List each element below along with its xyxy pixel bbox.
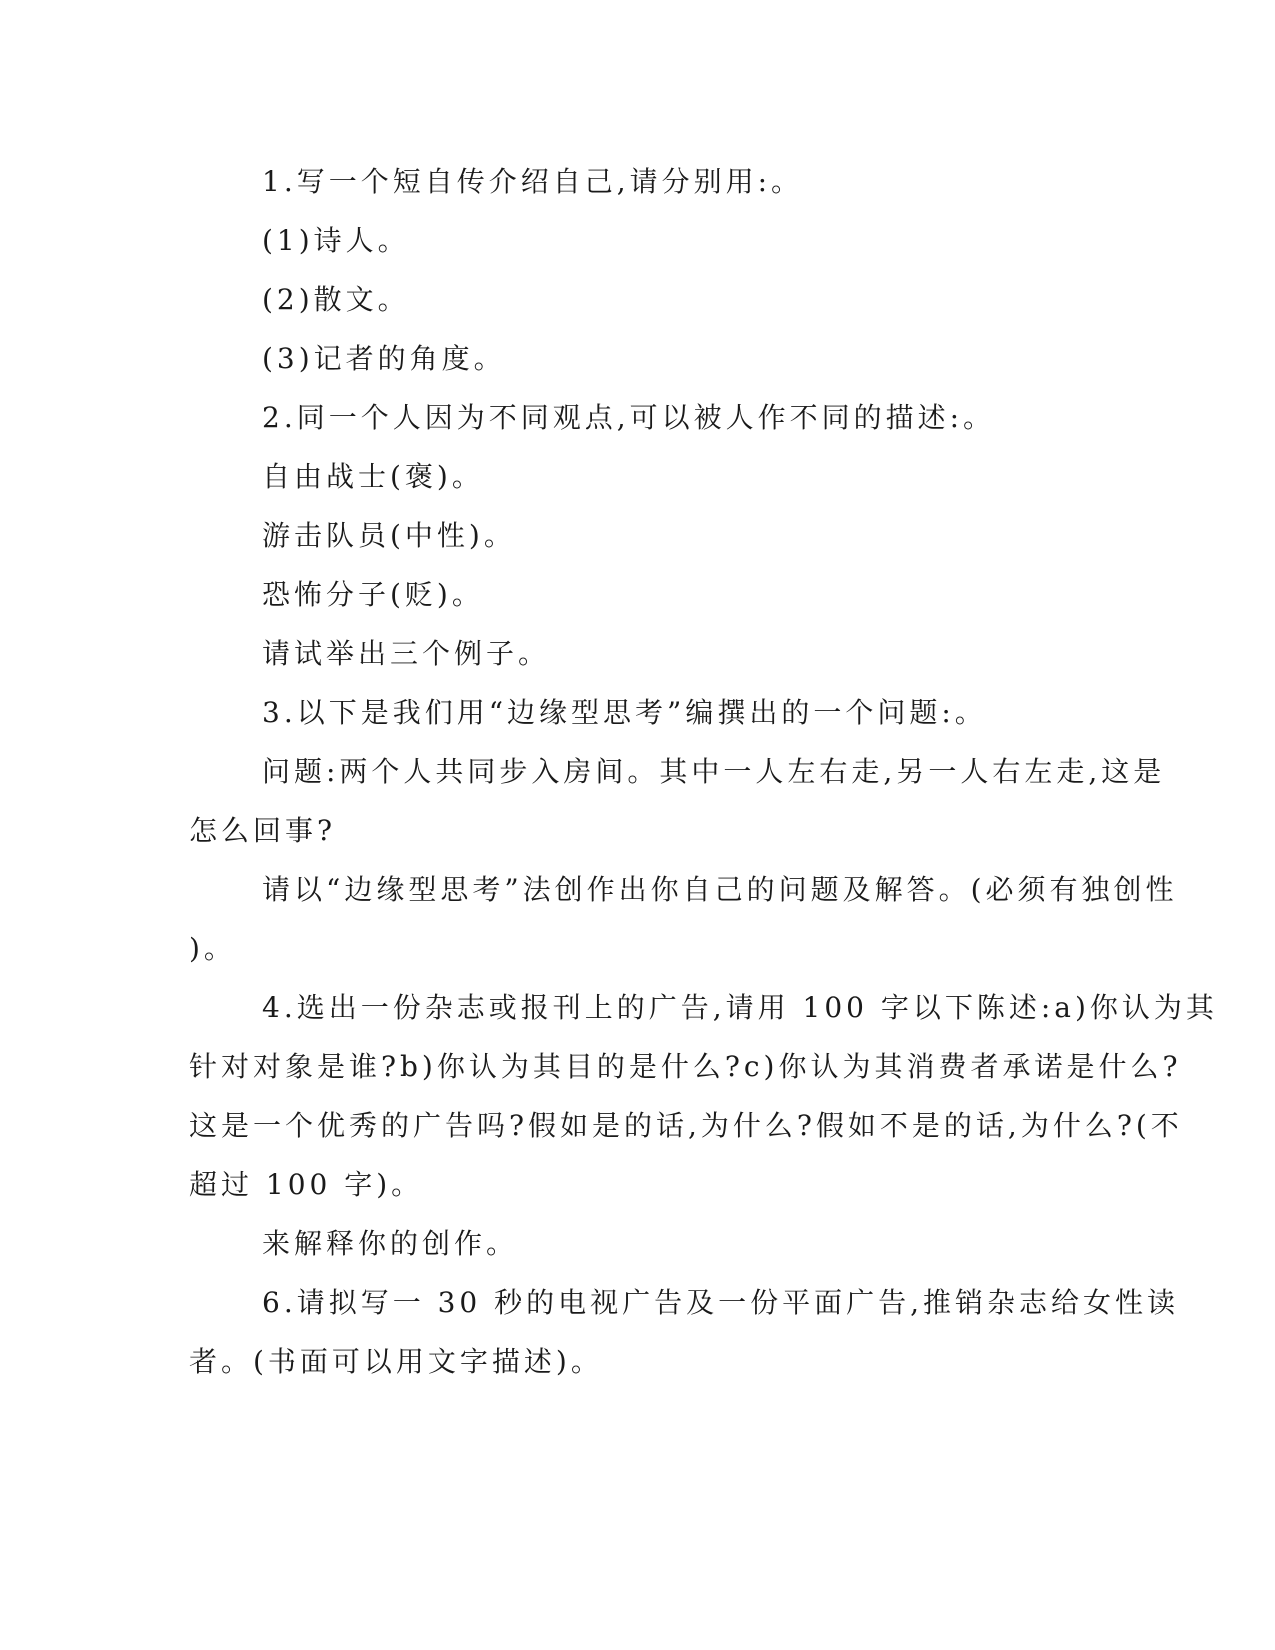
question-1-option-1: (1)诗人。: [262, 224, 410, 257]
question-1-option-2: (2)散文。: [262, 283, 410, 316]
question-6-line-1: 6.请拟写一 30 秒的电视广告及一份平面广告,推销杂志给女性读: [262, 1286, 1180, 1319]
question-2-text: 2.同一个人因为不同观点,可以被人作不同的描述:。: [262, 401, 996, 434]
question-2-example-2: 游击队员(中性)。: [262, 519, 516, 552]
question-1-option-3: (3)记者的角度。: [262, 342, 506, 375]
question-3-problem-line-1: 问题:两个人共同步入房间。其中一人左右走,另一人右左走,这是: [262, 755, 1166, 788]
question-3-task-line-2: )。: [189, 932, 236, 965]
question-2-example-3: 恐怖分子(贬)。: [262, 578, 484, 611]
question-2-instruction: 请试举出三个例子。: [262, 637, 551, 670]
question-3-task-line-1: 请以“边缘型思考”法创作出你自己的问题及解答。(必须有独创性: [262, 873, 1178, 906]
question-3-problem-line-2: 怎么回事?: [189, 814, 337, 847]
question-4-line-1: 4.选出一份杂志或报刊上的广告,请用 100 字以下陈述:a)你认为其: [262, 991, 1218, 1024]
question-2-example-1: 自由战士(褒)。: [262, 460, 484, 493]
question-6-line-2: 者。(书面可以用文字描述)。: [189, 1345, 603, 1378]
question-4-line-4: 超过 100 字)。: [189, 1168, 424, 1201]
question-4-line-3: 这是一个优秀的广告吗?假如是的话,为什么?假如不是的话,为什么?(不: [189, 1109, 1183, 1142]
explanation-line: 来解释你的创作。: [262, 1227, 519, 1260]
question-1-text: 1.写一个短自传介绍自己,请分别用:。: [262, 165, 804, 198]
question-4-line-2: 针对对象是谁?b)你认为其目的是什么?c)你认为其消费者承诺是什么?: [189, 1050, 1182, 1083]
question-3-text: 3.以下是我们用“边缘型思考”编撰出的一个问题:。: [262, 696, 987, 729]
